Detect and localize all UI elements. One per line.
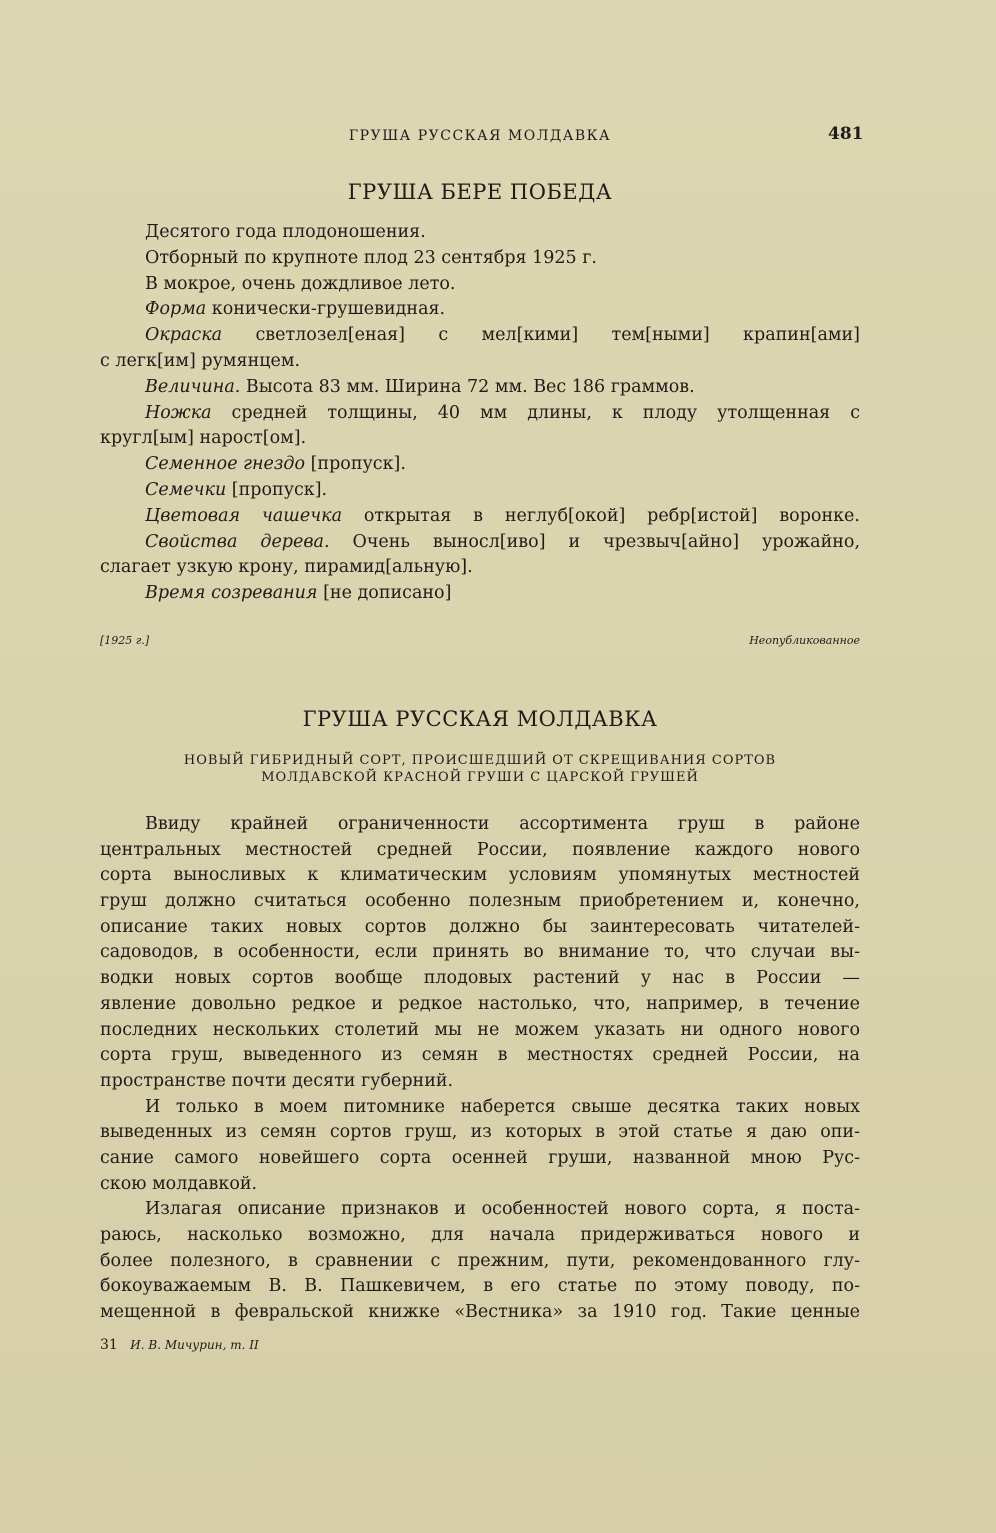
paragraph-line: раюсь, насколько возможно, для начала придерживаться нового и [100, 1225, 860, 1245]
text-line: кругл[ым] нарост[ом]. [100, 428, 307, 449]
section1-body [100, 220, 860, 607]
text-line: Время созревания [не дописано] [145, 583, 452, 604]
paragraph-line: садоводов, в особенности, если принять во внимание то, что случаи вы- [100, 942, 860, 963]
text-line: Отборный по крупноте плод 23 сентября 1925 г. [145, 247, 597, 268]
section2-title: ГРУША РУССКАЯ МОЛДАВКА [302, 707, 658, 731]
paragraph-line: центральных местностей средней России, появление каждого нового [100, 839, 860, 860]
footer-source: И. В. Мичурин, т. II [130, 1338, 259, 1352]
page-number: 481 [828, 124, 864, 144]
paragraph-line: пространстве почти десяти губерний. [100, 1070, 454, 1091]
subtitle-line: НОВЫЙ ГИБРИДНЫЙ СОРТ, ПРОИСШЕДШИЙ ОТ СКРЕЩИВАНИЯ СОРТОВ [183, 753, 777, 768]
text-line: с легк[им] румянцем. [100, 350, 301, 371]
paragraph-line: мещенной в февральской книжке «Вестника» за 1910 год. Такие ценные [100, 1302, 860, 1323]
text-line: Свойства дерева. Очень выносл[иво] и чрезвыч[айно] урожайно, [145, 531, 861, 552]
running-head: ГРУША РУССКАЯ МОЛДАВКА [348, 128, 612, 144]
page-footer [100, 1337, 259, 1353]
subtitle-line: МОЛДАВСКОЙ КРАСНОЙ ГРУШИ С ЦАРСКОЙ ГРУШЕЙ [261, 770, 699, 785]
paragraph-line: И только в моем питомнике наберется свыше десятка таких новых [145, 1096, 860, 1117]
paragraph-line: более полезного, в сравнении с прежним, пути, рекомендованного глу- [100, 1250, 860, 1271]
text-line: Ножка средней толщины, 40 мм длины, к плоду утолщенная с [145, 402, 860, 423]
publication-note: Неопубликованное [749, 634, 860, 647]
text-line: В мокрое, очень дождливое лето. [145, 273, 456, 294]
text-line: Семечки [пропуск]. [145, 479, 328, 500]
text-line: Величина. Высота 83 мм. Ширина 72 мм. Вес 186 граммов. [145, 376, 695, 397]
paragraph-line: выведенных из семян сортов груш, из которых в этой статье я даю опи- [100, 1122, 860, 1143]
section2-subtitle [100, 752, 860, 786]
text-line: Семенное гнездо [пропуск]. [145, 454, 406, 475]
text-line: слагает узкую крону, пирамид[альную]. [100, 557, 473, 578]
text-line: Десятого года плодоношения. [145, 222, 426, 242]
section1-title: ГРУША БЕРЕ ПОБЕДА [347, 180, 613, 204]
paragraph-line: сание самого новейшего сорта осенней груши, названной мною Рус- [100, 1147, 860, 1168]
paragraph-line: описание таких новых сортов должно бы заинтересовать читателей- [100, 916, 860, 937]
paragraph-line: груш должно считаться особенно полезным приобретением и, конечно, [100, 891, 860, 912]
paragraph-line: сорта выносливых к климатическим условиям упомянутых местностей [100, 865, 860, 886]
paragraph-line: последних нескольких столетий мы не можем указать ни одного нового [100, 1019, 860, 1040]
text-line: Форма конически-грушевидная. [145, 299, 446, 320]
text-line: Окраска светлозел[еная] с мел[кими] тем[ными] крапин[ами] [145, 325, 860, 346]
dateline: [1925 г.] [100, 634, 150, 647]
signature-number: 31 [100, 1337, 118, 1353]
text-line: Цветовая чашечка открытая в неглуб[окой] ребр[истой] воронке. [145, 505, 860, 526]
paragraph-line: явление довольно редкое и редкое настолько, что, например, в течение [100, 993, 860, 1014]
section2-body [100, 812, 860, 1326]
paragraph-line: водки новых сортов вообще плодовых растений у нас в России — [100, 968, 860, 989]
paragraph-line: сорта груш, выведенного из семян в местностях средней России, на [100, 1045, 860, 1066]
paragraph-line: Ввиду крайней ограниченности ассортимента груш в районе [145, 814, 860, 834]
paragraph-line: Излагая описание признаков и особенностей нового сорта, я поста- [145, 1199, 860, 1220]
paragraph-line: скою молдавкой. [100, 1173, 258, 1194]
paragraph-line: бокоуважаемым В. В. Пашкевичем, в его статье по этому поводу, по- [100, 1276, 860, 1297]
